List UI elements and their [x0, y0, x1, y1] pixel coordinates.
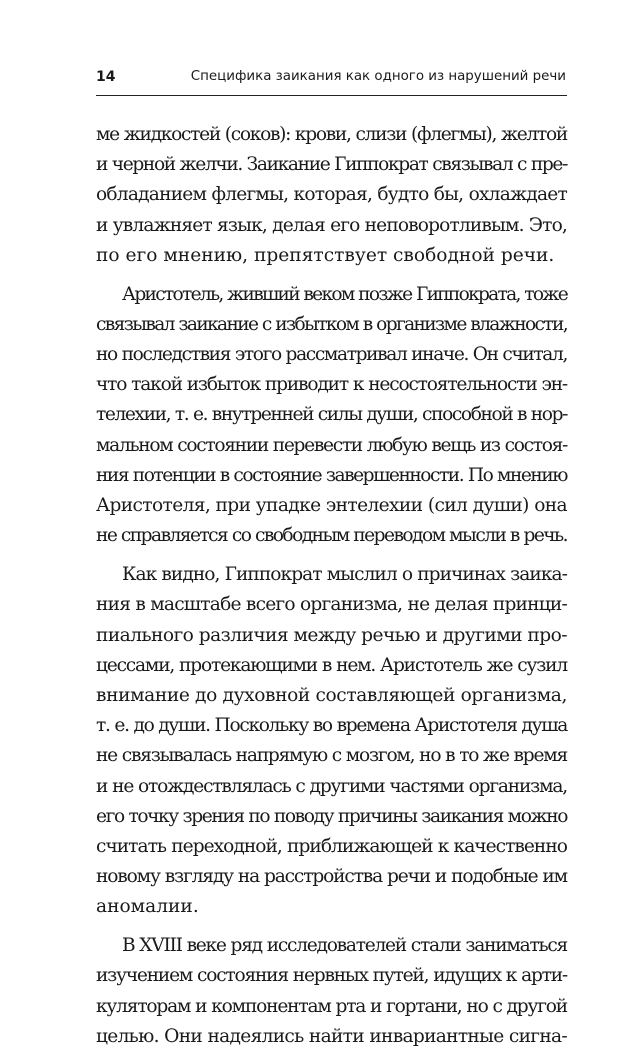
text-line: пиального различия между речью и другими про- [96, 624, 567, 646]
text-line: и увлажняет язык, делая его неповоротливым. Это, [96, 214, 567, 236]
text-line: ния потенции в состояние завершенности. По мнению [96, 464, 567, 486]
text-line: по его мнению, препятствует свободной речи. [96, 244, 555, 266]
text-line: внимание до духовной составляющей организма, [96, 684, 567, 706]
running-title: Специфика заикания как одного из нарушений речи [190, 69, 566, 84]
text-line: обладанием флегмы, которая, будто бы, охлаждает [96, 184, 567, 206]
paragraph [96, 280, 567, 552]
running-header [96, 66, 566, 88]
text-line: и черной желчи. Заикание Гиппократ связывал с пре- [96, 154, 567, 176]
text-line: но последствия этого рассматривал иначе. Он считал, [96, 344, 567, 366]
text-line: считать переходной, приближающей к качественно [96, 835, 567, 857]
text-line: не связывалась напрямую с мозгом, но в то же время [96, 745, 567, 767]
text-line: мальном состоянии перевести любую вещь из состоя- [96, 434, 567, 456]
text-line: что такой избыток приводит к несостоятельности эн- [96, 374, 567, 396]
text-line: связывал заикание с избытком в организме влажности, [96, 313, 567, 335]
text-line: телехии, т. е. внутренней силы души, способной в нор- [96, 404, 567, 426]
text-line: ме жидкостей (соков): крови, слизи (флегмы), желтой [96, 124, 567, 145]
header-divider [96, 95, 567, 96]
text-line: ния в масштабе всего организма, не делая принци- [96, 594, 567, 616]
text-line: цессами, протекающими в нем. Аристотель же сузил [96, 654, 567, 676]
text-line: куляторам и компонентам рта и гортани, но с другой [96, 995, 567, 1017]
text-line: изучением состояния нервных путей, идущих к арти- [96, 965, 567, 987]
text-line: целью. Они надеялись найти инвариантные сигна- [96, 1025, 567, 1047]
paragraph [96, 931, 567, 1052]
text-line: Как видно, Гиппократ мыслил о причинах заика- [122, 564, 567, 586]
page-number: 14 [96, 69, 116, 85]
text-line: т. е. до души. Поскольку во времена Аристотеля душа [96, 715, 567, 737]
text-line: Аристотеля, при упадке энтелехии (сил души) она [96, 495, 567, 517]
text-line: и не отождествлялась с другими частями организма, [96, 775, 567, 797]
text-line: аномалии. [96, 896, 199, 918]
text-line: новому взгляду на расстройства речи и подобные им [96, 866, 567, 888]
text-line: Аристотель, живший веком позже Гиппократа, тоже [122, 283, 567, 305]
text-line: его точку зрения по поводу причины заикания можно [96, 805, 567, 827]
paragraph [96, 560, 567, 922]
paragraph [96, 120, 567, 271]
text-line: В XVIII веке ряд исследователей стали заниматься [122, 935, 567, 957]
body-text [96, 120, 567, 1061]
text-line: не справляется со свободным переводом мысли в речь. [96, 525, 567, 547]
